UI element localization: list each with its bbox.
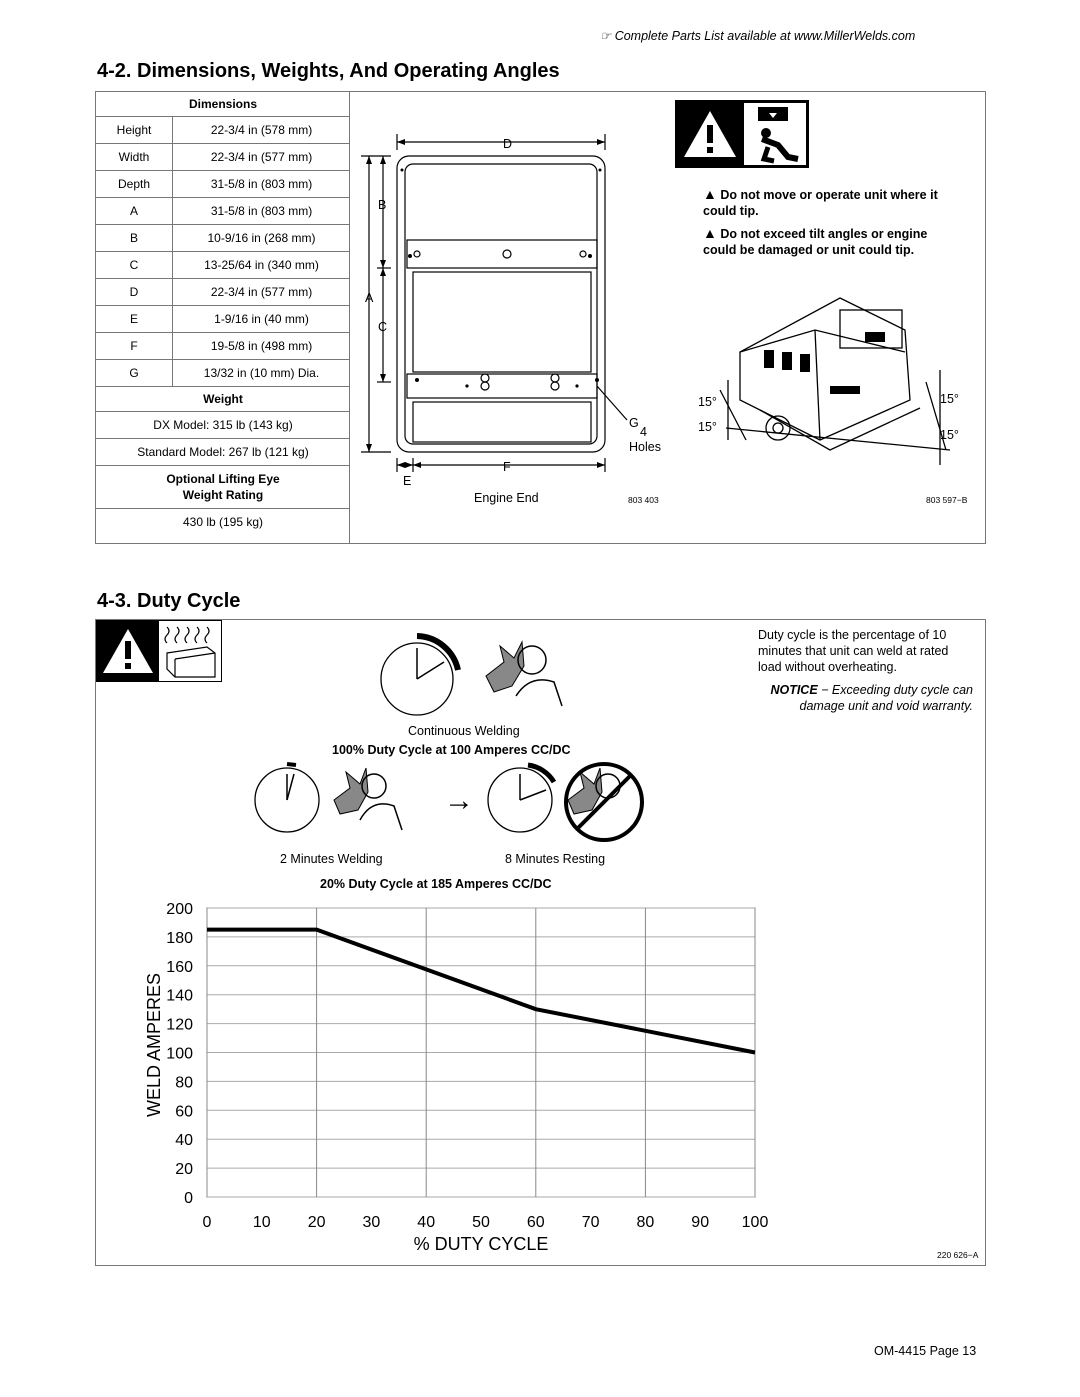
duty-20-caption: 20% Duty Cycle at 185 Amperes CC/DC <box>320 877 552 891</box>
y-tick-label: 0 <box>184 1190 193 1207</box>
clock-eight-minutes-icon <box>484 760 564 840</box>
overheating-hazard-icons <box>97 621 221 681</box>
y-tick-label: 100 <box>166 1045 193 1063</box>
chart-ref: 220 626−A <box>937 1250 979 1260</box>
dim-label-d: D <box>503 137 513 151</box>
x-tick-label: 10 <box>252 1214 271 1231</box>
y-tick-label: 160 <box>166 958 193 976</box>
dim-label-f: F <box>503 460 511 474</box>
tip-hazard-icons <box>676 101 808 167</box>
dim-label-e: E <box>403 474 412 488</box>
table-row: D 22-3/4 in (577 mm) <box>96 279 350 306</box>
holes-count: 4 <box>640 425 647 439</box>
dimensions-table-wrap <box>96 92 350 535</box>
x-tick-label: 60 <box>526 1214 545 1231</box>
x-tick-label: 50 <box>472 1214 490 1231</box>
continuous-welding-caption: Continuous Welding <box>408 724 520 738</box>
weight-standard: Standard Model: 267 lb (121 kg) <box>96 439 350 466</box>
dimensions-table <box>96 92 350 535</box>
x-tick-label: 80 <box>636 1214 655 1231</box>
y-tick-label: 40 <box>175 1132 193 1150</box>
angle-label-bottom-left: 15° <box>698 420 717 434</box>
y-tick-label: 20 <box>175 1161 193 1179</box>
y-tick-label: 200 <box>166 901 193 918</box>
y-tick-label: 80 <box>175 1074 193 1092</box>
x-tick-label: 20 <box>307 1214 326 1231</box>
warning-triangle-icon: ▲ <box>703 225 717 241</box>
page-footer: OM-4415 Page 13 <box>874 1344 977 1358</box>
two-minutes-caption: 2 Minutes Welding <box>280 852 383 866</box>
y-axis-label: WELD AMPERES <box>144 972 164 1118</box>
holes-label: Holes <box>629 440 661 454</box>
table-row: C 13-25/64 in (340 mm) <box>96 252 350 279</box>
y-tick-label: 60 <box>175 1103 193 1121</box>
warning-no-tip: ▲ Do not move or operate unit where it could tip. <box>703 186 938 218</box>
section-title-duty-cycle: 4-3. Duty Cycle <box>97 590 241 612</box>
drawing-ref: 803 403 <box>628 495 659 505</box>
tilt-angle-illustration <box>690 290 980 490</box>
dim-label-a: A <box>365 291 374 305</box>
duty-cycle-chart <box>130 895 780 1260</box>
divider <box>349 92 350 543</box>
clock-continuous-icon <box>370 632 470 722</box>
angle-label-bottom-right: 15° <box>940 428 959 442</box>
table-row: B 10-9/16 in (268 mm) <box>96 225 350 252</box>
lifting-eye-value: 430 lb (195 kg) <box>182 515 264 529</box>
warning-tilt-angle: ▲ Do not exceed tilt angles or engine could be damaged or unit could tip. <box>703 225 928 257</box>
lifting-eye-header: Optional Lifting Eye Weight Rating <box>96 466 350 509</box>
pointing-hand-icon: ☞ <box>600 29 615 43</box>
tilt-ref: 803 597−B <box>926 495 968 505</box>
table-row: F 19-5/8 in (498 mm) <box>96 333 350 360</box>
overheat-warning-header <box>96 620 222 682</box>
clock-two-minutes-icon <box>250 760 330 840</box>
y-tick-label: 180 <box>166 929 193 947</box>
table-row: Width 22-3/4 in (577 mm) <box>96 144 350 171</box>
notice-text: NOTICE − Exceeding duty cycle can damage unit and void warranty. <box>770 683 973 713</box>
x-axis-label: % DUTY CYCLE <box>413 1234 549 1254</box>
weight-dx: DX Model: 315 lb (143 kg) <box>96 412 350 439</box>
base-drawing <box>355 130 675 510</box>
warning-triangle-icon: ▲ <box>703 186 717 202</box>
table-row: A 31-5/8 in (803 mm) <box>96 198 350 225</box>
welder-icon <box>482 636 572 716</box>
tip-warning-header <box>675 100 809 168</box>
angle-label-top-right: 15° <box>940 392 959 406</box>
section-title-dimensions: 4-2. Dimensions, Weights, And Operating Angles <box>97 60 560 82</box>
x-tick-label: 100 <box>741 1214 769 1231</box>
x-tick-label: 40 <box>417 1214 436 1231</box>
eight-minutes-caption: 8 Minutes Resting <box>505 852 606 866</box>
x-tick-label: 90 <box>691 1214 710 1231</box>
y-tick-label: 140 <box>166 987 193 1005</box>
duty-100-caption: 100% Duty Cycle at 100 Amperes CC/DC <box>332 743 571 757</box>
x-tick-label: 0 <box>202 1214 212 1231</box>
arrow-right-icon: → <box>444 784 474 817</box>
welder-icon <box>330 764 410 836</box>
dims-header: Dimensions <box>96 92 350 117</box>
series-line <box>207 930 755 1053</box>
table-row: Height 22-3/4 in (578 mm) <box>96 117 350 144</box>
parts-list-note: ☞ Complete Parts List available at www.MillerWelds.com <box>600 29 916 43</box>
y-tick-label: 120 <box>166 1016 193 1034</box>
x-tick-label: 30 <box>362 1214 381 1231</box>
table-row: Depth 31-5/8 in (803 mm) <box>96 171 350 198</box>
no-welding-icon <box>562 760 646 844</box>
duty-cycle-description: Duty cycle is the percentage of 10 minutes that unit can weld at rated load without overheating. <box>758 628 949 674</box>
x-tick-label: 70 <box>581 1214 600 1231</box>
table-row: G 13/32 in (10 mm) Dia. <box>96 360 350 387</box>
angle-label-top-left: 15° <box>698 395 717 409</box>
dim-label-g: G <box>629 416 639 430</box>
dim-label-c: C <box>378 320 388 334</box>
dim-label-b: B <box>378 198 387 212</box>
table-row: E 1-9/16 in (40 mm) <box>96 306 350 333</box>
engine-end-label: Engine End <box>474 491 539 505</box>
weight-header: Weight <box>96 387 350 412</box>
